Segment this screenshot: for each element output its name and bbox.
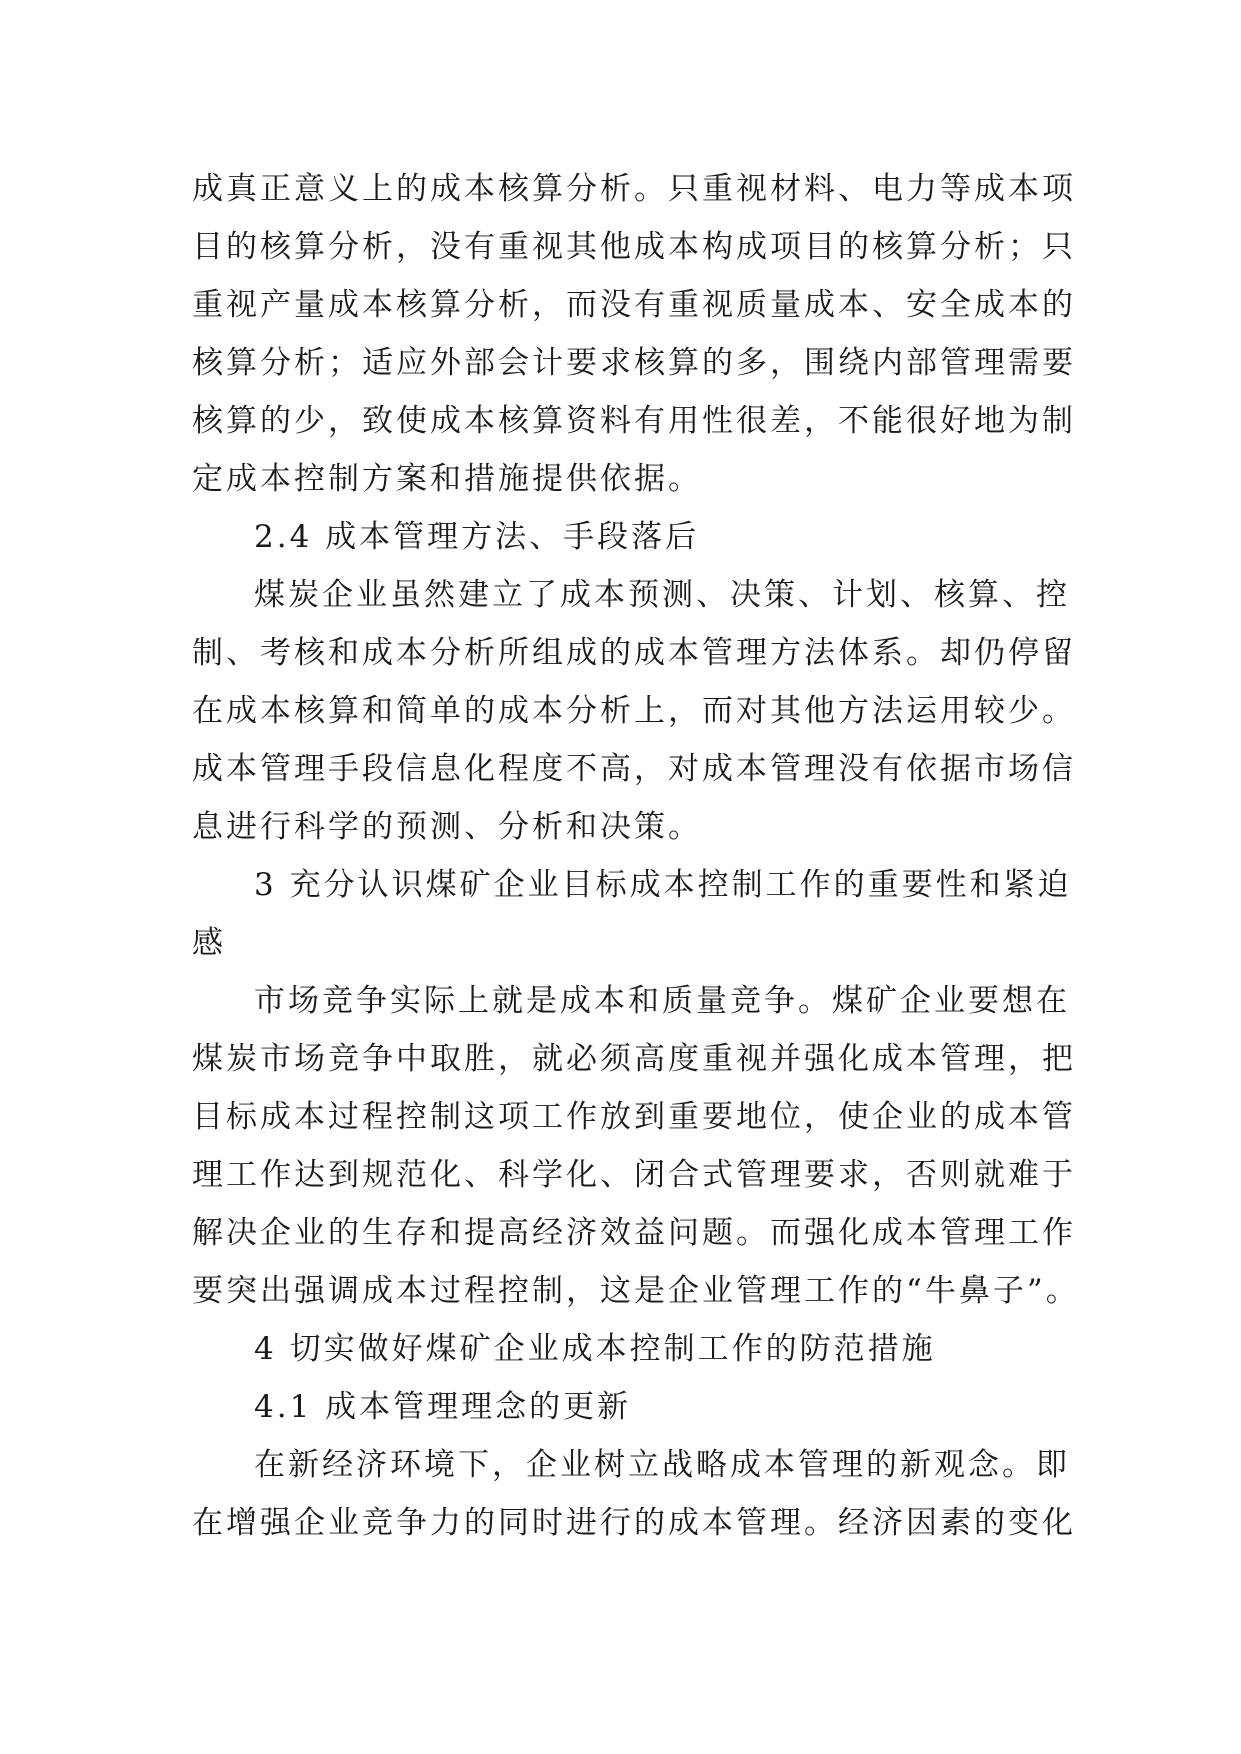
text-line: 核算分析；适应外部会计要求核算的多，围绕内部管理需要 (192, 345, 1076, 381)
text-line: 要突出强调成本过程控制，这是企业管理工作的“牛鼻子”。 (192, 1273, 1080, 1309)
text-line: 在增强企业竞争力的同时进行的成本管理。经济因素的变化 (192, 1505, 1076, 1541)
section-heading-4-1 (192, 1378, 1052, 1436)
text-line: 在成本核算和简单的成本分析上，而对其他方法运用较少。 (192, 693, 1076, 729)
text-line: 理工作达到规范化、科学化、闭合式管理要求，否则就难于 (192, 1157, 1076, 1193)
text-line: 解决企业的生存和提高经济效益问题。而强化成本管理工作 (192, 1215, 1076, 1251)
text-line: 核算的少，致使成本核算资料有用性很差，不能很好地为制 (192, 403, 1076, 439)
section-heading-3 (192, 856, 1072, 972)
section-heading-4 (192, 1320, 1052, 1378)
paragraph-methods-lagging (192, 566, 1076, 856)
text-line: 制、考核和成本分析所组成的成本管理方法体系。却仍停留 (192, 635, 1076, 671)
heading-line: 感 (192, 925, 226, 961)
text-line: 在新经济环境下，企业树立战略成本管理的新观念。即 (254, 1447, 1070, 1483)
paragraph-cost-accounting-end (192, 160, 1076, 508)
heading-line: 3 充分认识煤矿企业目标成本控制工作的重要性和紧迫 (254, 867, 1072, 903)
paragraph-new-concept (192, 1436, 1076, 1552)
text-line: 目标成本过程控制这项工作放到重要地位，使企业的成本管 (192, 1099, 1076, 1135)
heading-line: 4 切实做好煤矿企业成本控制工作的防范措施 (254, 1331, 936, 1367)
text-line: 重视产量成本核算分析，而没有重视质量成本、安全成本的 (192, 287, 1076, 323)
text-line: 息进行科学的预测、分析和决策。 (192, 809, 702, 845)
heading-line: 4.1 成本管理理念的更新 (254, 1389, 632, 1425)
text-line: 成本管理手段信息化程度不高，对成本管理没有依据市场信 (192, 751, 1076, 787)
document-body (192, 160, 1080, 1552)
text-line: 煤炭企业虽然建立了成本预测、决策、计划、核算、控 (254, 577, 1070, 613)
section-heading-2-4 (192, 508, 1052, 566)
text-line: 定成本控制方案和措施提供依据。 (192, 461, 702, 497)
text-line: 煤炭市场竞争中取胜，就必须高度重视并强化成本管理，把 (192, 1041, 1076, 1077)
paragraph-market-competition (192, 972, 1080, 1320)
text-line: 成真正意义上的成本核算分析。只重视材料、电力等成本项 (192, 171, 1076, 207)
text-line: 目的核算分析，没有重视其他成本构成项目的核算分析；只 (192, 229, 1076, 265)
text-line: 市场竞争实际上就是成本和质量竞争。煤矿企业要想在 (254, 983, 1070, 1019)
heading-line: 2.4 成本管理方法、手段落后 (254, 519, 700, 555)
